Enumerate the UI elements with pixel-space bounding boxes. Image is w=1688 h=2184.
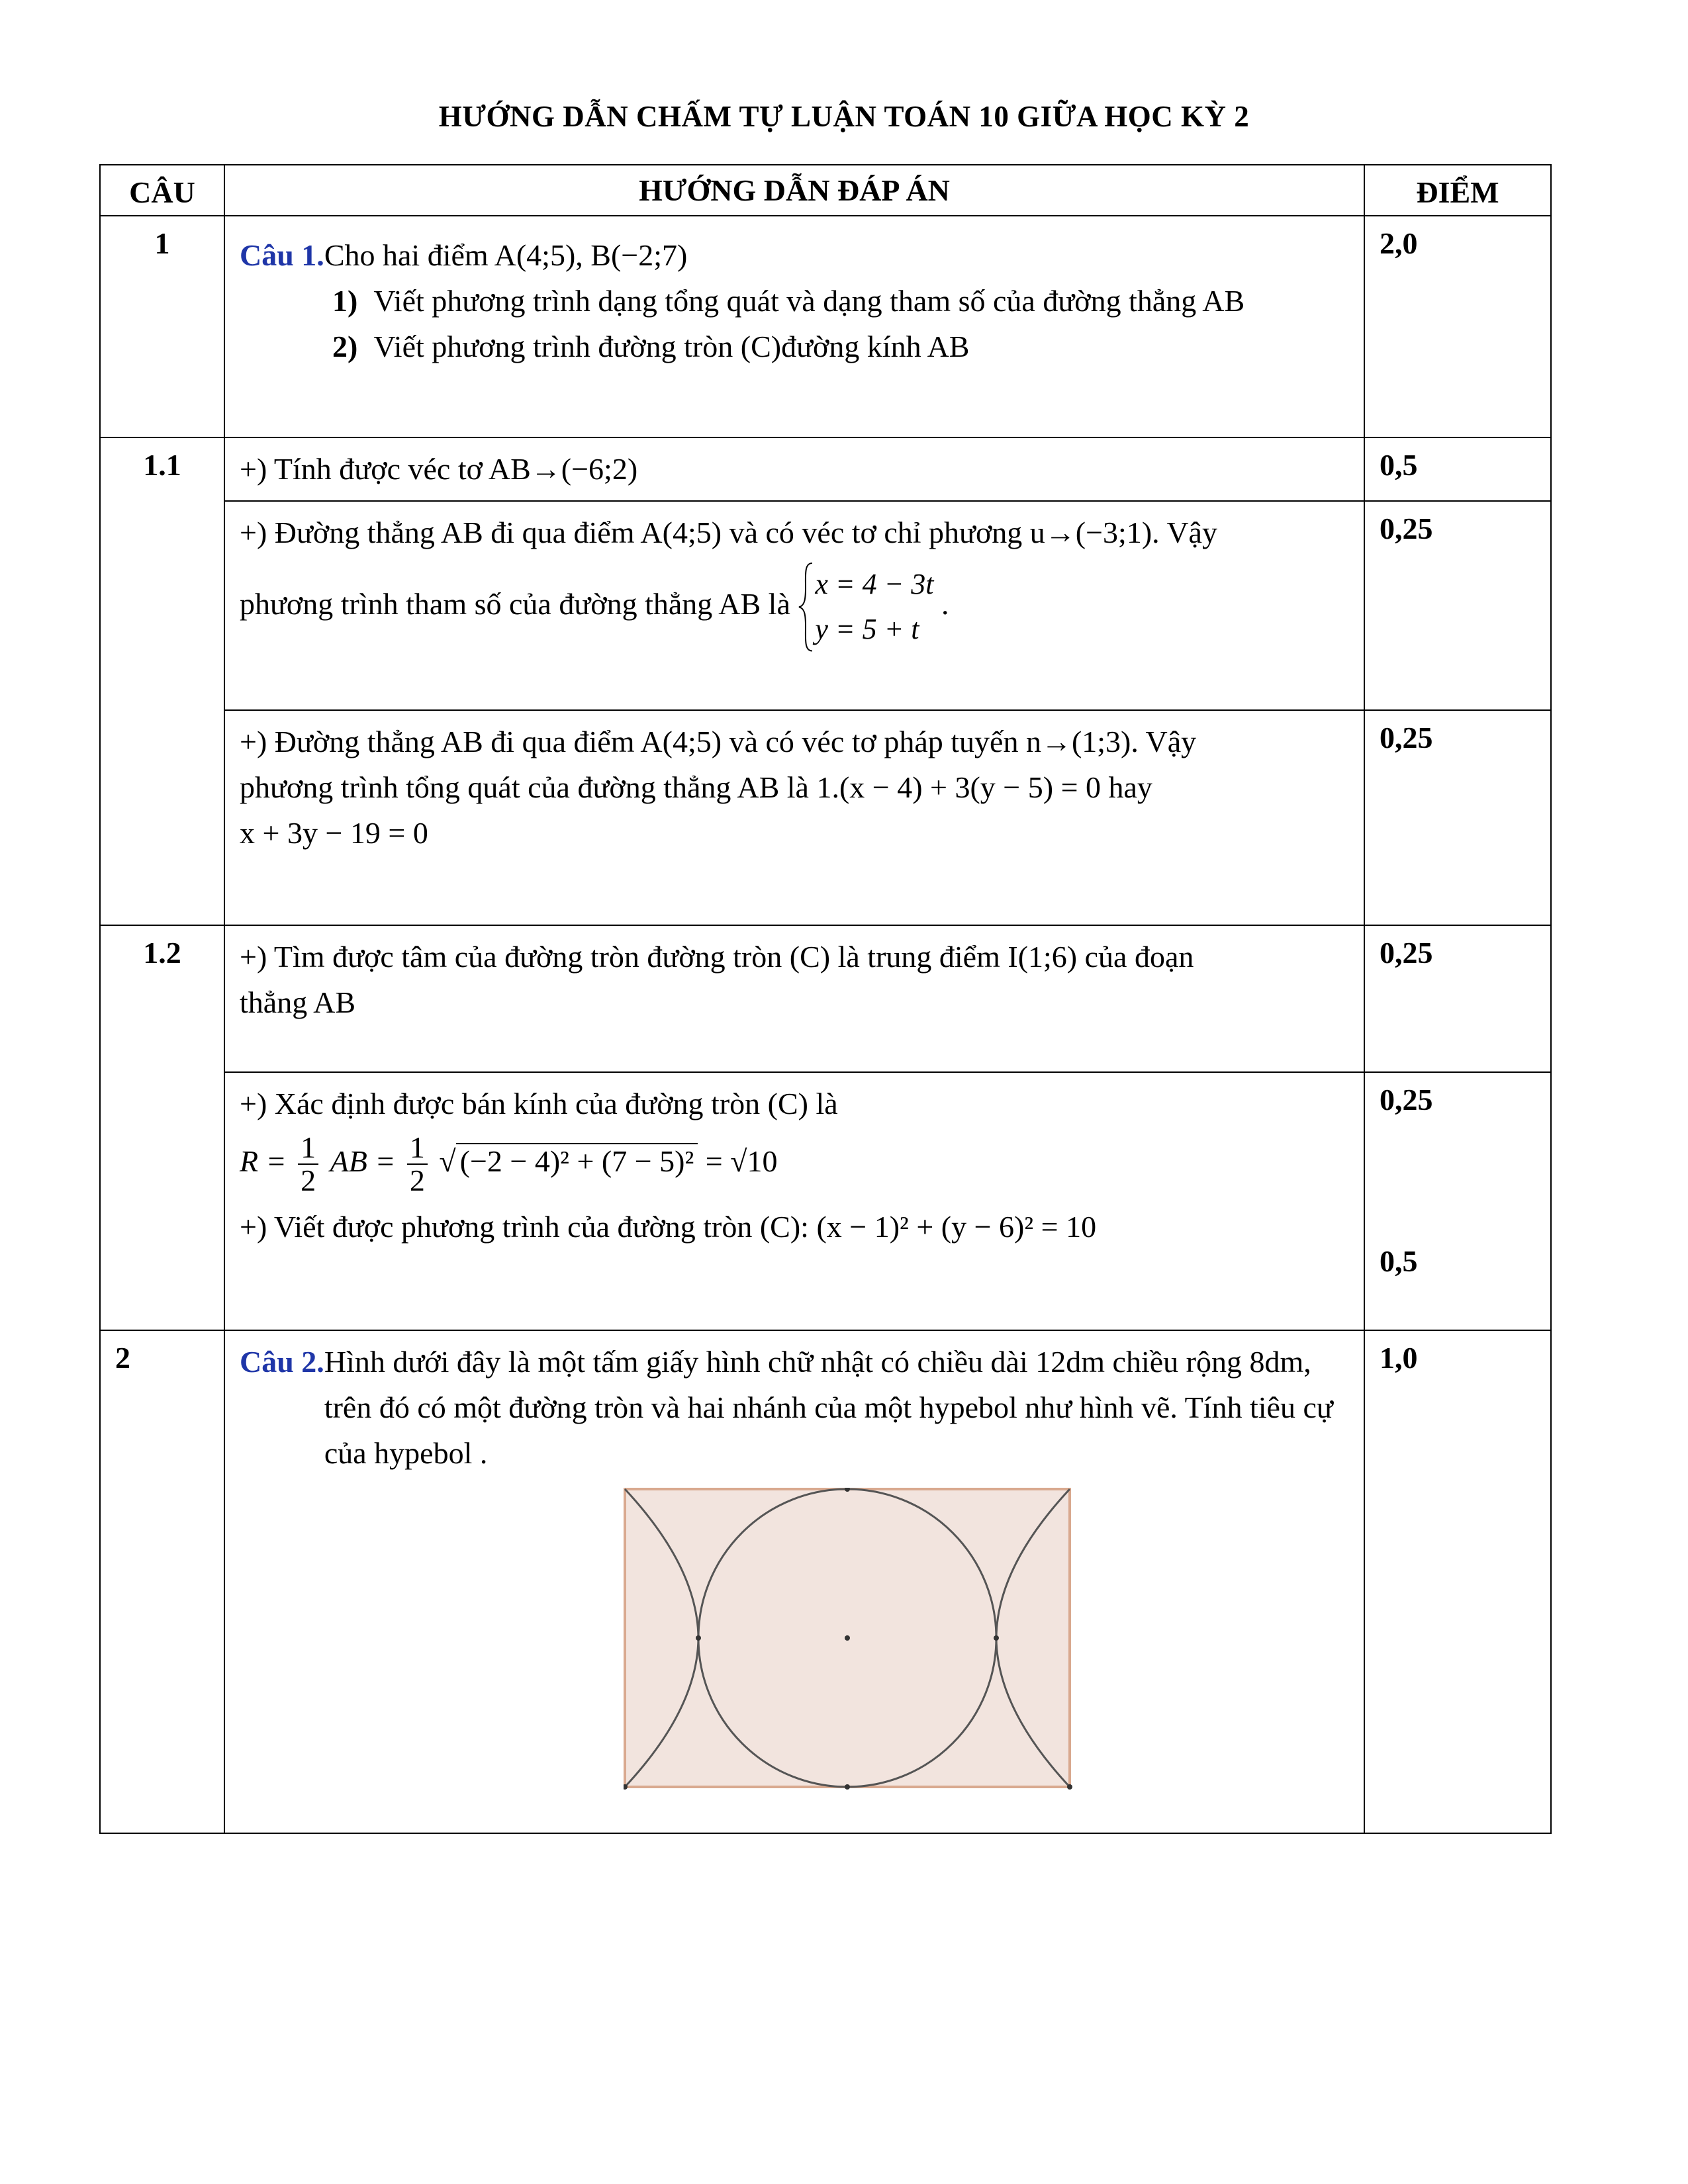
parametric-system: x = 4 − 3t y = 5 + t	[798, 562, 933, 652]
hyperbola-figure	[624, 1488, 1074, 1792]
table-row	[100, 437, 1551, 501]
question-stem: Cho hai điểm A(4;5), B(−2;7)	[324, 238, 688, 272]
question-number: 1	[100, 216, 224, 437]
score: 2,0	[1364, 216, 1551, 437]
answer-line: +) Xác định được bán kính của đường tròn (C) là	[240, 1087, 838, 1120]
question-number: 1.2	[100, 925, 224, 1330]
table-header-row	[100, 165, 1551, 216]
answer-step	[224, 1072, 1364, 1330]
table-row	[100, 216, 1551, 437]
score: 0,5	[1364, 437, 1551, 501]
answer-line: +) Viết được phương trình của đường tròn (C): (x − 1)² + (y − 6)² = 10	[240, 1209, 1097, 1244]
header-cau: CÂU	[100, 165, 224, 216]
answer-step	[224, 501, 1364, 710]
score: 0,25	[1380, 1083, 1433, 1116]
tangent-point	[845, 1784, 850, 1790]
table-row	[100, 1330, 1551, 1833]
table-row	[100, 925, 1551, 1072]
answer-line: +) Tìm được tâm của đường tròn đường tròn (C) là trung điểm I(1;6) của đoạn	[240, 940, 1194, 974]
answer-step: +) Tính được véc tơ AB→(−6;2)	[224, 437, 1364, 501]
brace-icon	[798, 562, 814, 652]
score: 0,25	[1364, 501, 1551, 710]
sub-item: 1) Viết phương trình dạng tổng quát và dạng tham số của đường thẳng AB	[332, 284, 1245, 318]
vertex-point	[994, 1635, 999, 1641]
table-row	[100, 710, 1551, 925]
sub-item: 2) Viết phương trình đường tròn (C)đường kính AB	[332, 330, 970, 363]
question-label: Câu 2.	[240, 1345, 324, 1379]
vertex-point	[696, 1635, 701, 1641]
question-number: 2	[100, 1330, 224, 1833]
score-cell	[1364, 1072, 1551, 1330]
answer-line: +) Đường thẳng AB đi qua điểm A(4;5) và có véc tơ chỉ phương u→(−3;1). Vậy	[240, 516, 1217, 549]
question-text: Hình dưới đây là một tấm giấy hình chữ nhật có chiều dài 12dm chiều rộng 8dm, trên đó có một đường tròn và hai nhánh của một hypebol như hình vẽ. Tính tiêu cự của hypebol .	[324, 1345, 1333, 1470]
score: 0,25	[1364, 710, 1551, 925]
question-number: 1.1	[100, 437, 224, 925]
answer-step	[224, 925, 1364, 1072]
table-row	[100, 1072, 1551, 1330]
answer-step	[224, 710, 1364, 925]
table-row	[100, 501, 1551, 710]
score: 1,0	[1364, 1330, 1551, 1833]
page-title: HƯỚNG DẪN CHẤM TỰ LUẬN TOÁN 10 GIỮA HỌC KỲ 2	[438, 100, 1250, 133]
question-label: Câu 1.	[240, 238, 324, 272]
grading-table	[99, 164, 1552, 1834]
question-2-cell	[224, 1330, 1364, 1833]
question-1-cell	[224, 216, 1364, 437]
answer-line: thẳng AB	[240, 985, 356, 1019]
score: 0,25	[1364, 925, 1551, 1072]
header-diem: ĐIỂM	[1364, 165, 1551, 216]
answer-line: phương trình tổng quát của đường thẳng AB là 1.(x − 4) + 3(y − 5) = 0 hay	[240, 770, 1152, 804]
answer-line: x + 3y − 19 = 0	[240, 816, 428, 850]
answer-line: phương trình tham số của đường thẳng AB là x = 4 − 3t y = 5 + t .	[240, 562, 1350, 652]
center-point	[845, 1635, 850, 1641]
corner-point	[1067, 1784, 1072, 1790]
score: 0,5	[1380, 1244, 1418, 1278]
answer-line: +) Đường thẳng AB đi qua điểm A(4;5) và có véc tơ pháp tuyến n→(1;3). Vậy	[240, 725, 1197, 758]
header-huong-dan: HƯỚNG DẪN ĐÁP ÁN	[224, 165, 1364, 216]
radius-formula: R = $\frac{1}{2}$ AB = $\frac{1}{2}$ √ (−2 − 4)² + (7 − 5)² = √10	[240, 1130, 778, 1198]
